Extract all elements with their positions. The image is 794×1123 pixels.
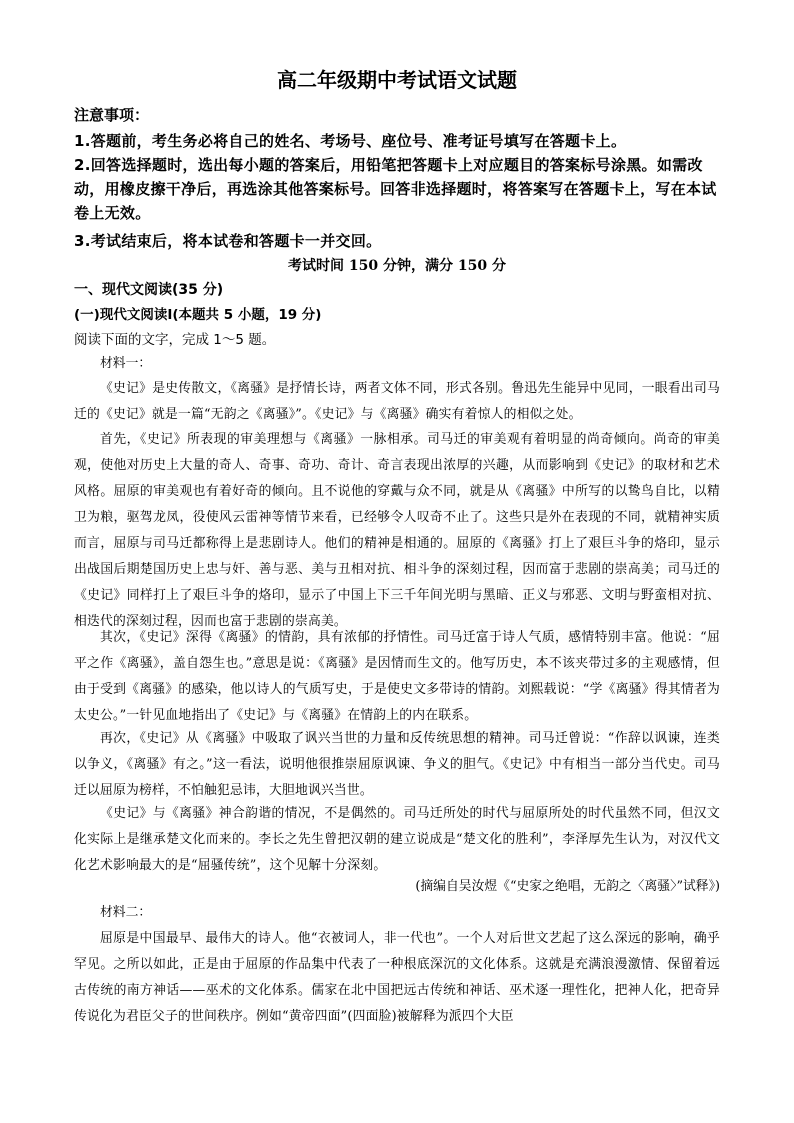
notice-heading: 注意事项：: [74, 106, 150, 124]
material-1-paragraph: 《史记》与《离骚》神合韵谐的情况，不是偶然的。司马迁所处的时代与屈原所处的时代虽然不同，但汉文化实际上是继承楚文化而来的。李长之先生曾把汉朝的建立说成是“楚文化的胜利”，李泽厚先生认为，对汉代文化艺术影响最大的是“屈骚传统”，这个见解十分深刻。: [74, 806, 720, 873]
reading-instruction: 阅读下面的文字，完成 1～5 题。: [74, 332, 276, 348]
exam-time-info: 考试时间 150 分钟，满分 150 分: [288, 258, 506, 274]
notice-item-3: 3.考试结束后，将本试卷和答题卡一并交回。: [74, 232, 382, 250]
material-2-paragraph: 屈原是中国最早、最伟大的诗人。他“衣被词人，非一代也”。一个人对后世文艺起了这么深远的影响，确乎罕见。之所以如此，正是由于屈原的作品集中代表了一种根底深沉的文化体系。这就是充满浪漫激情、保留着远古传统的南方神话——巫术的文化体系。儒家在北中国把远古传统和神话、巫术逐一理性化，把神人化，把奇异传说化为君臣父子的世间秩序。例如“黄帝四面”(四面脸)被解释为派四个大臣: [74, 931, 720, 1024]
section-heading: 一、现代文阅读(35 分): [74, 282, 224, 298]
notice-item-1: 1.答题前，考生务必将自己的姓名、考场号、座位号、准考证号填写在答题卡上。: [74, 132, 627, 150]
material-1-label: 材料一：: [100, 356, 152, 371]
material-1-paragraph: 再次，《史记》从《离骚》中吸取了讽兴当世的力量和反传统思想的精神。司马迁曾说：“作辞以讽谏，连类以争义，《离骚》有之。”这一看法，说明他很推崇屈原讽谏、争义的胆气。《史记》中有相当一部分当代史。司马迁以屈原为榜样，不怕触犯忌讳，大胆地讽兴当世。: [74, 731, 720, 798]
material-1-paragraph: 《史记》是史传散文，《离骚》是抒情长诗，两者文体不同，形式各别。鲁迅先生能异中见同，一眼看出司马迁的《史记》就是一篇“无韵之《离骚》”。《史记》与《离骚》确实有着惊人的相似之处。: [74, 381, 720, 422]
page-title: 高二年级期中考试语文试题: [277, 68, 517, 92]
subsection-heading: (一)现代文阅读Ⅰ(本题共 5 小题，19 分): [74, 307, 322, 323]
material-2-label: 材料二：: [100, 905, 152, 920]
material-1-citation: (摘编自吴汝煜《“史家之绝唱，无韵之〈离骚〉”试释》): [415, 879, 720, 894]
material-1-paragraph: 其次，《史记》深得《离骚》的情韵，具有浓郁的抒情性。司马迁富于诗人气质，感情特别丰富。他说：“屈平之作《离骚》，盖自怨生也。”意思是说：《离骚》是因情而生文的。他写历史，本不该夹带过多的主观感情，但由于受到《离骚》的感染，他以诗人的气质写史，于是使史文多带诗的情韵。刘熙载说：“学《离骚》得其情者为太史公。”一针见血地指出了《史记》与《离骚》在情韵上的内在联系。: [74, 630, 720, 723]
material-1-paragraph: 首先，《史记》所表现的审美理想与《离骚》一脉相承。司马迁的审美观有着明显的尚奇倾向。尚奇的审美观，使他对历史上大量的奇人、奇事、奇功、奇计、奇言表现出浓厚的兴趣，从而影响到《史记》的取材和艺术风格。屈原的审美观也有着好奇的倾向。且不说他的穿戴与众不同，就是从《离骚》中所写的以鸷鸟自比，以精卫为粮，驱驾龙凤，役使风云雷神等情节来看，已经够令人叹奇不止了。这些只是外在表现的不同，就精神实质而言，屈原与司马迁都称得上是悲剧诗人。他们的精神是相通的。屈原的《离骚》打上了艰巨斗争的烙印，显示出战国后期楚国历史上忠与奸、善与恶、美与丑相对抗、相斗争的深刻过程，因而富于悲剧的崇高美；司马迁的《史记》同样打上了艰巨斗争的烙印，显示了中国上下三千年间光明与黑暗、正义与邪恶、文明与野蛮相对抗、相迭代的深刻过程，因而也富于悲剧的崇高美。: [74, 432, 720, 629]
notice-item-2: 2.回答选择题时，选出每小题的答案后，用铅笔把答题卡上对应题目的答案标号涂黑。如需改动，用橡皮擦干净后，再选涂其他答案标号。回答非选择题时，将答案写在答题卡上，写在本试卷上无效。: [74, 156, 717, 222]
